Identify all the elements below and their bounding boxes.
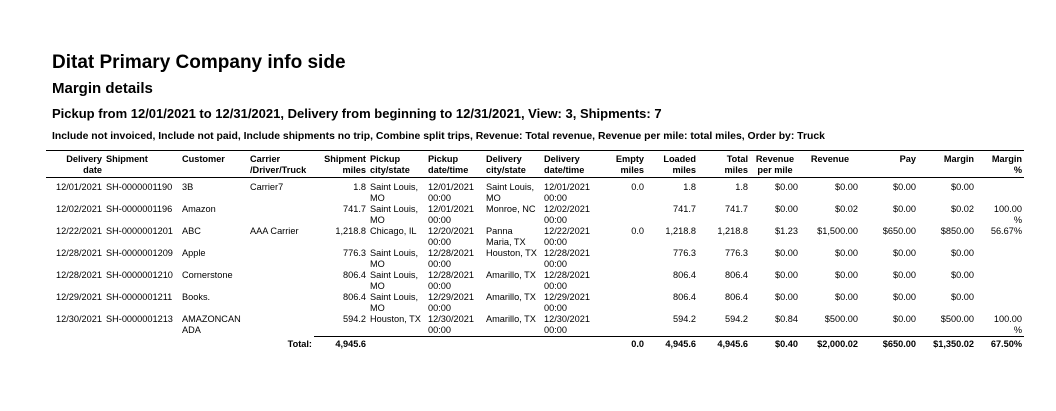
cell-pay: $0.00 — [893, 204, 916, 215]
cell-delivery-datetime: 12/01/2021 00:00 — [544, 182, 590, 203]
cell-shipment-miles: 806.4 — [343, 270, 366, 281]
cell-delivery-city: Monroe, NC — [486, 204, 536, 215]
cell-shipment: SH-0000001213 — [106, 314, 173, 325]
table-row — [46, 314, 1024, 337]
cell-shipment-miles: 1.8 — [353, 182, 366, 193]
cell-delivery-city: Saint Louis, MO — [486, 182, 535, 203]
cell-delivery-date: 12/01/2021 — [56, 182, 102, 193]
cell-carrier — [248, 314, 314, 337]
cell-margin-pct: 100.00 % — [993, 204, 1022, 225]
cell-revenue: $0.00 — [835, 182, 858, 193]
cell-customer: ABC — [182, 226, 201, 237]
cell-loaded-miles: 776.3 — [673, 248, 696, 259]
cell-shipment: SH-0000001201 — [106, 226, 173, 237]
cell-loaded-miles: 806.4 — [673, 292, 696, 303]
cell-delivery-date: 12/28/2021 — [56, 248, 102, 259]
cell-revenue: $500.00 — [824, 314, 858, 325]
cell-delivery-datetime: 12/22/2021 00:00 — [544, 226, 590, 247]
cell-revenue: $0.00 — [835, 292, 858, 303]
cell-carrier — [248, 204, 314, 226]
cell-margin: $0.00 — [951, 182, 974, 193]
totals-margin: $1,350.02 — [918, 337, 976, 362]
cell-revenue: $0.00 — [835, 270, 858, 281]
report-subtitle: Margin details — [52, 80, 153, 97]
table-header-row — [46, 151, 1024, 178]
totals-revenue-per-mile: $0.40 — [750, 337, 800, 362]
cell-pickup-datetime: 12/28/2021 00:00 — [428, 248, 474, 269]
cell-shipment-miles: 741.7 — [343, 204, 366, 215]
cell-pay: $0.00 — [893, 314, 916, 325]
cell-empty-miles — [600, 292, 646, 314]
col-margin-pct: Margin % — [991, 154, 1022, 175]
cell-margin-pct — [976, 292, 1024, 314]
col-revenue: Revenue — [810, 154, 850, 164]
cell-pickup-datetime: 12/01/2021 00:00 — [428, 204, 474, 225]
cell-customer: Apple — [182, 248, 206, 259]
cell-pay: $0.00 — [893, 270, 916, 281]
cell-total-miles: 776.3 — [725, 248, 748, 259]
cell-margin: $0.00 — [951, 292, 974, 303]
totals-margin-pct: 67.50% — [976, 337, 1024, 362]
table-row — [46, 292, 1024, 314]
cell-margin-pct — [976, 270, 1024, 292]
cell-carrier — [248, 270, 314, 292]
cell-margin: $0.00 — [951, 270, 974, 281]
cell-delivery-datetime: 12/28/2021 00:00 — [544, 270, 590, 291]
cell-empty-miles — [600, 248, 646, 270]
cell-delivery-date: 12/22/2021 — [56, 226, 102, 237]
cell-shipment-miles: 776.3 — [343, 248, 366, 259]
table-row — [46, 248, 1024, 270]
cell-revenue-per-mile: $1.23 — [775, 226, 798, 237]
col-pickup-datetime: Pickup date/time — [428, 154, 469, 175]
cell-carrier — [248, 292, 314, 314]
cell-revenue-per-mile: $0.00 — [775, 182, 798, 193]
cell-carrier: Carrier7 — [250, 182, 284, 193]
cell-pickup-datetime: 12/20/2021 00:00 — [428, 226, 474, 247]
col-carrier: Carrier /Driver/Truck — [250, 154, 307, 175]
cell-delivery-datetime: 12/28/2021 00:00 — [544, 248, 590, 269]
cell-carrier: AAA Carrier — [250, 226, 299, 237]
cell-delivery-date: 12/30/2021 — [56, 314, 102, 325]
col-pay: Pay — [899, 154, 916, 164]
totals-row — [46, 337, 1024, 362]
cell-pickup-city: Saint Louis, MO — [370, 248, 419, 269]
cell-margin-pct — [976, 248, 1024, 270]
col-delivery-city: Delivery city/state — [486, 154, 526, 175]
cell-empty-miles: 0.0 — [631, 182, 644, 193]
totals-total-miles: 4,945.6 — [698, 337, 750, 362]
table-row — [46, 204, 1024, 226]
cell-pay: $0.00 — [893, 182, 916, 193]
cell-empty-miles: 0.0 — [631, 226, 644, 237]
cell-customer: Amazon — [182, 204, 216, 215]
cell-margin: $0.02 — [951, 204, 974, 215]
totals-revenue: $2,000.02 — [800, 337, 860, 362]
cell-revenue: $0.02 — [835, 204, 858, 215]
cell-shipment: SH-0000001190 — [106, 182, 173, 193]
totals-loaded-miles: 4,945.6 — [646, 337, 698, 362]
cell-pickup-datetime: 12/29/2021 00:00 — [428, 292, 474, 313]
cell-margin-pct: 56.67% — [990, 226, 1022, 237]
cell-pickup-datetime: 12/30/2021 00:00 — [428, 314, 474, 335]
cell-revenue-per-mile: $0.00 — [775, 292, 798, 303]
cell-shipment-miles: 594.2 — [343, 314, 366, 325]
cell-pay: $0.00 — [893, 248, 916, 259]
col-pickup-city: Pickup city/state — [370, 154, 410, 175]
cell-loaded-miles: 1,218.8 — [665, 226, 696, 237]
table-row — [46, 226, 1024, 248]
cell-pickup-datetime: 12/28/2021 00:00 — [428, 270, 474, 291]
cell-total-miles: 1,218.8 — [717, 226, 748, 237]
cell-empty-miles — [600, 204, 646, 226]
cell-total-miles: 741.7 — [725, 204, 748, 215]
cell-pickup-city: Saint Louis, MO — [370, 204, 419, 225]
cell-delivery-city: Amarillo, TX — [486, 270, 536, 281]
cell-loaded-miles: 1.8 — [683, 182, 696, 193]
cell-delivery-date: 12/28/2021 — [56, 270, 102, 281]
col-shipment-miles: Shipment miles — [324, 154, 366, 175]
totals-pay: $650.00 — [860, 337, 918, 362]
cell-empty-miles — [600, 270, 646, 292]
options-summary: Include not invoiced, Include not paid, Include shipments no trip, Combine split trips, Revenue: Total revenue, Revenue per mile: total miles, Order by: Truck — [52, 131, 825, 142]
col-total-miles: Total miles — [724, 154, 748, 175]
col-margin: Margin — [943, 154, 974, 164]
cell-delivery-datetime: 12/02/2021 00:00 — [544, 204, 590, 225]
cell-empty-miles — [600, 314, 646, 337]
totals-label: Total: — [287, 338, 312, 349]
totals-empty-miles: 0.0 — [600, 337, 646, 362]
cell-loaded-miles: 806.4 — [673, 270, 696, 281]
cell-shipment-miles: 1,218.8 — [335, 226, 366, 237]
cell-shipment: SH-0000001196 — [106, 204, 173, 215]
col-delivery-date: Delivery date — [66, 154, 102, 175]
cell-revenue-per-mile: $0.00 — [775, 204, 798, 215]
cell-revenue-per-mile: $0.84 — [775, 314, 798, 325]
cell-customer: AMAZONCAN ADA — [182, 314, 241, 335]
cell-shipment: SH-0000001211 — [106, 292, 173, 303]
cell-margin-pct — [976, 178, 1024, 205]
table-row — [46, 178, 1024, 205]
cell-delivery-datetime: 12/29/2021 00:00 — [544, 292, 590, 313]
cell-revenue-per-mile: $0.00 — [775, 270, 798, 281]
table-row — [46, 270, 1024, 292]
cell-delivery-date: 12/29/2021 — [56, 292, 102, 303]
cell-delivery-city: Amarillo, TX — [486, 292, 536, 303]
cell-margin: $850.00 — [940, 226, 974, 237]
cell-margin: $500.00 — [940, 314, 974, 325]
cell-shipment-miles: 806.4 — [343, 292, 366, 303]
cell-shipment: SH-0000001210 — [106, 270, 173, 281]
cell-pickup-city: Saint Louis, MO — [370, 270, 419, 291]
col-customer: Customer — [182, 154, 225, 164]
cell-pay: $650.00 — [882, 226, 916, 237]
cell-pickup-city: Chicago, IL — [370, 226, 417, 237]
cell-shipment: SH-0000001209 — [106, 248, 173, 259]
cell-customer: Books. — [182, 292, 211, 303]
cell-revenue-per-mile: $0.00 — [775, 248, 798, 259]
col-empty-miles: Empty miles — [615, 154, 644, 175]
col-loaded-miles: Loaded miles — [663, 154, 696, 175]
cell-delivery-datetime: 12/30/2021 00:00 — [544, 314, 590, 335]
cell-delivery-city: Amarillo, TX — [486, 314, 536, 325]
cell-delivery-city: Houston, TX — [486, 248, 537, 259]
cell-pickup-city: Saint Louis, MO — [370, 182, 419, 203]
col-revenue-per-mile: Revenue per mile — [755, 154, 795, 175]
cell-total-miles: 806.4 — [725, 270, 748, 281]
totals-shipment-miles: 4,945.6 — [314, 337, 368, 362]
col-delivery-datetime: Delivery date/time — [544, 154, 585, 175]
col-shipment: Shipment — [106, 154, 148, 164]
cell-revenue: $0.00 — [835, 248, 858, 259]
cell-delivery-city: Panna Maria, TX — [486, 226, 526, 247]
cell-total-miles: 594.2 — [725, 314, 748, 325]
cell-margin-pct: 100.00 % — [993, 314, 1022, 335]
cell-revenue: $1,500.00 — [817, 226, 858, 237]
cell-delivery-date: 12/02/2021 — [56, 204, 102, 215]
filter-summary: Pickup from 12/01/2021 to 12/31/2021, Delivery from beginning to 12/31/2021, View: 3, Shipments: 7 — [52, 106, 662, 121]
cell-pickup-city: Saint Louis, MO — [370, 292, 419, 313]
cell-customer: 3B — [182, 182, 194, 193]
cell-pickup-datetime: 12/01/2021 00:00 — [428, 182, 474, 203]
cell-margin: $0.00 — [951, 248, 974, 259]
cell-carrier — [248, 248, 314, 270]
cell-customer: Cornerstone — [182, 270, 233, 281]
company-title: Ditat Primary Company info side — [52, 52, 346, 73]
cell-total-miles: 1.8 — [735, 182, 748, 193]
cell-pickup-city: Houston, TX — [370, 314, 421, 325]
cell-loaded-miles: 594.2 — [673, 314, 696, 325]
cell-pay: $0.00 — [893, 292, 916, 303]
cell-loaded-miles: 741.7 — [673, 204, 696, 215]
margin-details-table — [46, 150, 1024, 361]
cell-total-miles: 806.4 — [725, 292, 748, 303]
